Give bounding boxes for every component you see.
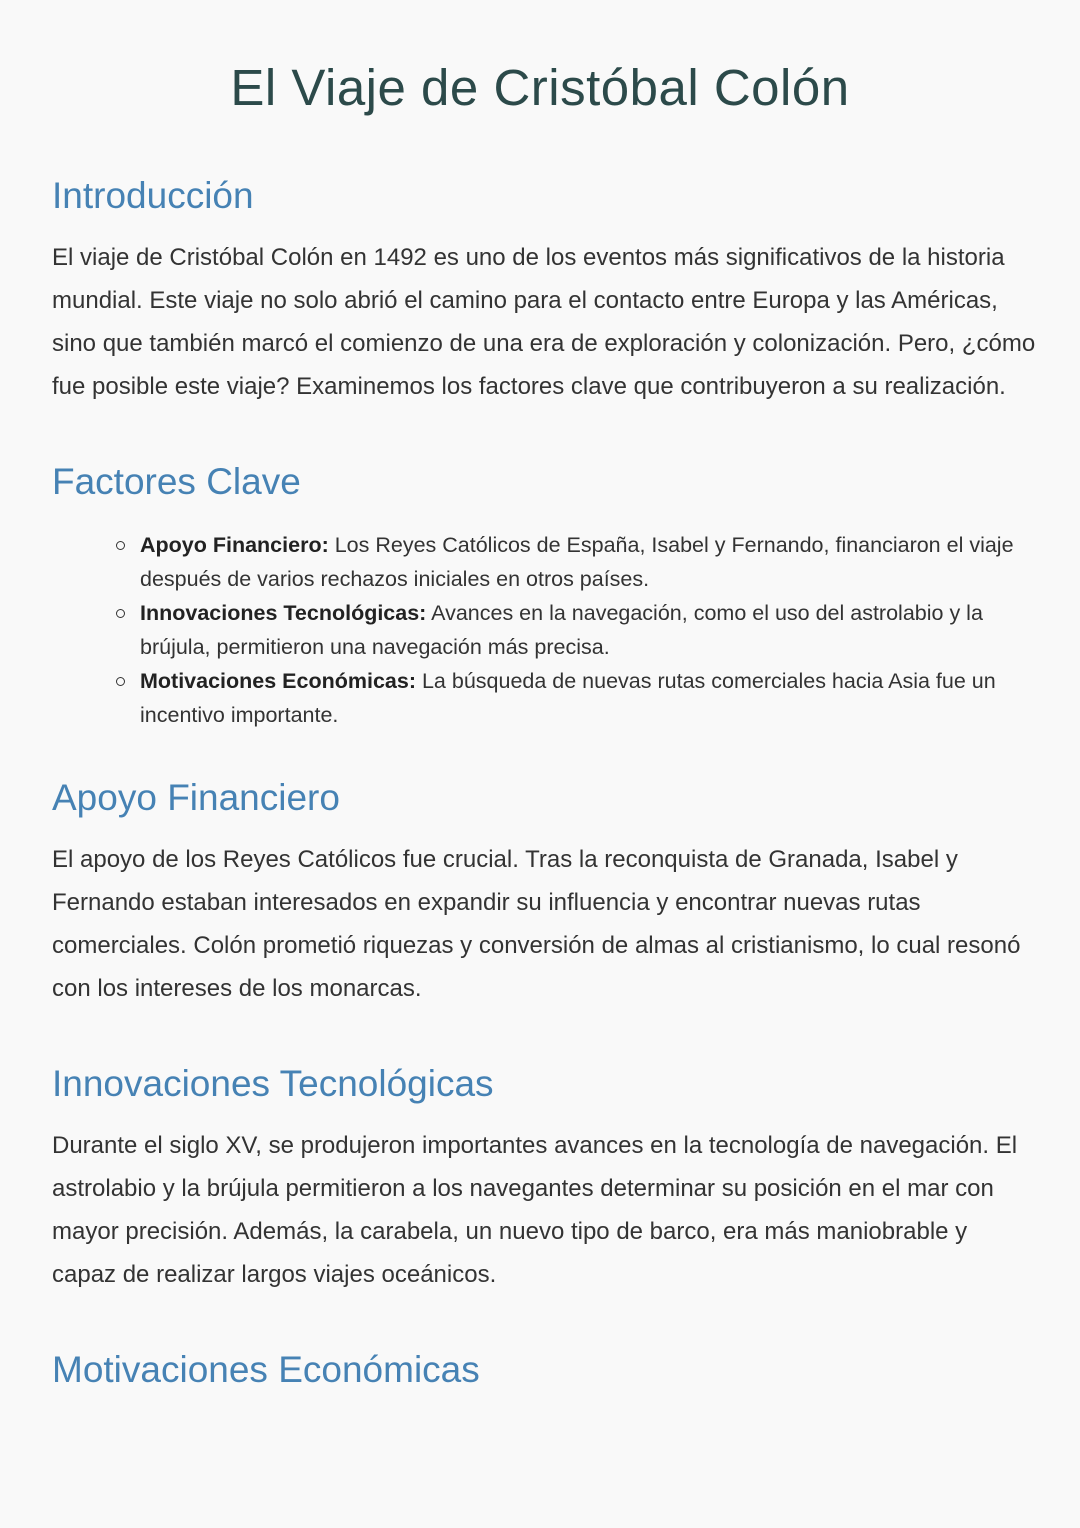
- list-item: [140, 664, 1030, 732]
- paragraph-innovaciones: Durante el siglo XV, se produjeron importantes avances en la tecnología de navegación. El astrolabio y la brújula permitieron a los navegantes determinar su posición en el mar con mayor precisión. Además, la carabela, un nuevo tipo de barco, era más maniobrable y capaz de realizar largos viajes oceánicos.: [52, 1132, 1018, 1288]
- factores-list: [52, 528, 1030, 732]
- heading-factores-clave: Factores Clave: [52, 461, 301, 502]
- list-item: [140, 528, 1030, 596]
- heading-apoyo-financiero: Apoyo Financiero: [52, 777, 340, 818]
- list-item-text: La búsqueda de nuevas rutas comerciales hacia Asia fue un incentivo importante.: [140, 669, 996, 727]
- list-item-label: Motivaciones Económicas:: [140, 669, 416, 693]
- list-item-text: Los Reyes Católicos de España, Isabel y Fernando, financiaron el viaje después de varios rechazos iniciales en otros países.: [140, 533, 1014, 591]
- list-item: [140, 596, 1030, 664]
- paragraph-introduccion: El viaje de Cristóbal Colón en 1492 es uno de los eventos más significativos de la historia mundial. Este viaje no solo abrió el camino para el contacto entre Europa y las Américas, sino que también marcó el comienzo de una era de exploración y colonización. Pero, ¿cómo fue posible este viaje? Examinemos los factores clave que contribuyeron a su realización.: [52, 244, 1036, 400]
- heading-introduccion: Introducción: [52, 175, 254, 216]
- list-item-text: Avances en la navegación, como el uso del astrolabio y la brújula, permitieron una navegación más precisa.: [140, 601, 983, 659]
- heading-motivaciones: Motivaciones Económicas: [52, 1349, 480, 1390]
- heading-innovaciones: Innovaciones Tecnológicas: [52, 1063, 494, 1104]
- list-item-label: Innovaciones Tecnológicas:: [140, 601, 427, 625]
- paragraph-apoyo-financiero: El apoyo de los Reyes Católicos fue crucial. Tras la reconquista de Granada, Isabel y Fernando estaban interesados en expandir su influencia y encontrar nuevas rutas comerciales. Colón prometió riquezas y conversión de almas al cristianismo, lo cual resonó con los intereses de los monarcas.: [52, 846, 1021, 1002]
- page-title: El Viaje de Cristóbal Colón: [230, 59, 850, 116]
- list-item-label: Apoyo Financiero:: [140, 533, 329, 557]
